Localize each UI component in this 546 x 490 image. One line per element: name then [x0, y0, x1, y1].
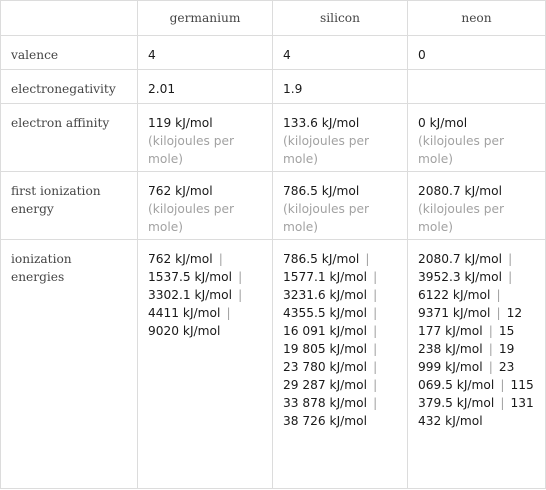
cell-silicon-first-ionization: [273, 172, 408, 240]
value-separator: |: [496, 306, 501, 320]
ionization-energy-value: 6122 kJ/mol: [418, 288, 491, 302]
value-separator: |: [508, 252, 513, 266]
cell-silicon-ionization-energies: [273, 240, 408, 489]
column-header-neon: neon: [408, 1, 546, 36]
value-separator: |: [238, 288, 243, 302]
ionization-energy-value: 19 999 kJ/mol: [418, 342, 515, 374]
value-separator: |: [500, 396, 505, 410]
cell-germanium-valence: 4: [138, 36, 273, 70]
value-separator: |: [373, 270, 378, 284]
value-separator: |: [238, 270, 243, 284]
value-separator: |: [496, 288, 501, 302]
value-text: 0 kJ/mol: [418, 116, 468, 130]
value-separator: |: [365, 252, 370, 266]
ionization-energy-value: 23 069.5 kJ/mol: [418, 360, 515, 392]
ionization-energy-value: 16 091 kJ/mol: [283, 324, 367, 338]
ionization-energy-value: 3302.1 kJ/mol: [148, 288, 232, 302]
table-row-ionization-energies: [1, 240, 546, 489]
value-separator: |: [500, 378, 505, 392]
ionization-energy-value: 15 238 kJ/mol: [418, 324, 515, 356]
value-separator: |: [373, 342, 378, 356]
ionization-energy-value: 762 kJ/mol: [148, 252, 213, 266]
row-label: electronegativity: [1, 70, 138, 104]
unit-note: (kilojoules per mole): [283, 134, 369, 166]
cell-germanium-electronegativity: 2.01: [138, 70, 273, 104]
cell-neon-ionization-energies: [408, 240, 546, 489]
table-row-electronegativity: [1, 70, 546, 104]
ionization-energy-value: 2080.7 kJ/mol: [418, 252, 502, 266]
unit-note: (kilojoules per mole): [418, 134, 504, 166]
ionization-energy-value: 38 726 kJ/mol: [283, 414, 367, 428]
value-separator: |: [373, 378, 378, 392]
unit-note: (kilojoules per mole): [148, 134, 234, 166]
value-separator: |: [373, 396, 378, 410]
value-text: 133.6 kJ/mol: [283, 116, 360, 130]
ionization-energy-value: 4355.5 kJ/mol: [283, 306, 367, 320]
ionization-energy-value: 3231.6 kJ/mol: [283, 288, 367, 302]
cell-germanium-electron-affinity: [138, 104, 273, 172]
cell-germanium-first-ionization: [138, 172, 273, 240]
ionization-energy-value: 786.5 kJ/mol: [283, 252, 360, 266]
value-separator: |: [373, 360, 378, 374]
ionization-energy-value: 1537.5 kJ/mol: [148, 270, 232, 284]
ionization-energy-value: 9020 kJ/mol: [148, 324, 221, 338]
table-row-first-ionization-energy: [1, 172, 546, 240]
unit-note: (kilojoules per mole): [418, 202, 504, 234]
value-text: 119 kJ/mol: [148, 116, 213, 130]
cell-silicon-valence: 4: [273, 36, 408, 70]
ionization-energy-value: 23 780 kJ/mol: [283, 360, 367, 374]
unit-note: (kilojoules per mole): [283, 202, 369, 234]
value-separator: |: [488, 324, 493, 338]
value-separator: |: [488, 360, 493, 374]
value-text: 786.5 kJ/mol: [283, 184, 360, 198]
row-label: first ionization energy: [1, 172, 138, 240]
ionization-energy-value: 12 177 kJ/mol: [418, 306, 523, 338]
row-label: valence: [1, 36, 138, 70]
cell-neon-electronegativity: [408, 70, 546, 104]
table-row-electron-affinity: [1, 104, 546, 172]
ionization-energy-value: 3952.3 kJ/mol: [418, 270, 502, 284]
value-separator: |: [488, 342, 493, 356]
ionization-energy-value: 19 805 kJ/mol: [283, 342, 367, 356]
ionization-energy-value: 115 379.5 kJ/mol: [418, 378, 534, 410]
ionization-energy-value: 1577.1 kJ/mol: [283, 270, 367, 284]
cell-silicon-electronegativity: 1.9: [273, 70, 408, 104]
ionization-energy-value: 9371 kJ/mol: [418, 306, 491, 320]
ionization-energy-value: 29 287 kJ/mol: [283, 378, 367, 392]
row-label: electron affinity: [1, 104, 138, 172]
cell-neon-first-ionization: [408, 172, 546, 240]
row-label: ionization energies: [1, 240, 138, 489]
value-separator: |: [218, 252, 223, 266]
cell-neon-valence: 0: [408, 36, 546, 70]
value-separator: |: [373, 306, 378, 320]
column-header-silicon: silicon: [273, 1, 408, 36]
ionization-energy-value: 33 878 kJ/mol: [283, 396, 367, 410]
cell-silicon-electron-affinity: [273, 104, 408, 172]
unit-note: (kilojoules per mole): [148, 202, 234, 234]
value-separator: |: [373, 324, 378, 338]
cell-germanium-ionization-energies: [138, 240, 273, 489]
column-header-germanium: germanium: [138, 1, 273, 36]
cell-neon-electron-affinity: [408, 104, 546, 172]
value-separator: |: [373, 288, 378, 302]
value-text: 762 kJ/mol: [148, 184, 213, 198]
header-corner: [1, 1, 138, 36]
header-row: [1, 1, 546, 36]
value-separator: |: [226, 306, 231, 320]
ionization-energy-value: 131 432 kJ/mol: [418, 396, 534, 428]
table-row-valence: [1, 36, 546, 70]
value-text: 2080.7 kJ/mol: [418, 184, 502, 198]
ionization-energy-value: 4411 kJ/mol: [148, 306, 221, 320]
value-separator: |: [508, 270, 513, 284]
